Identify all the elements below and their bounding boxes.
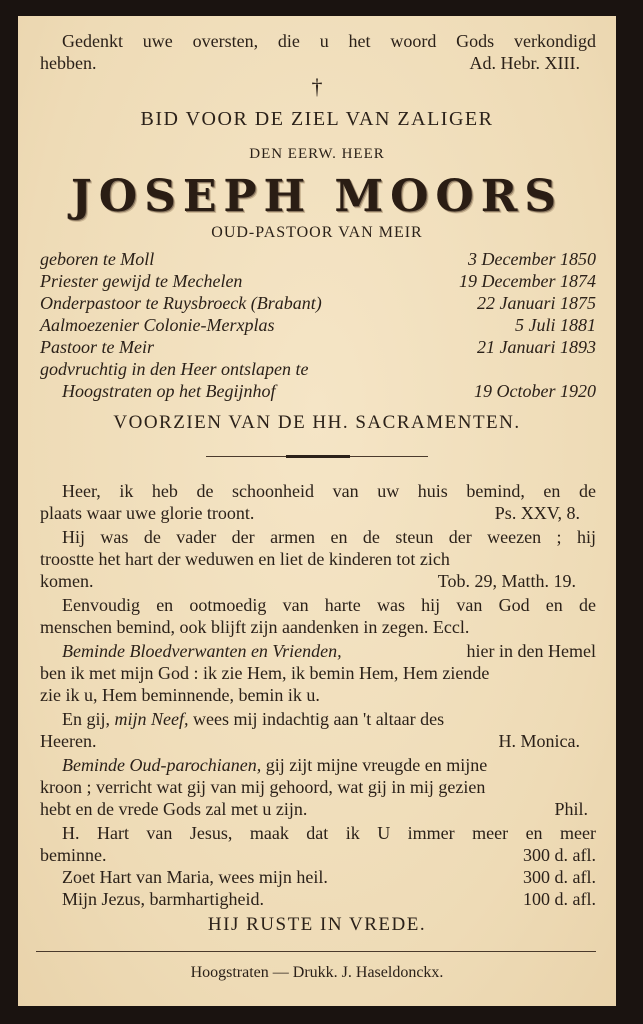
prayer-heading: BID VOOR DE ZIEL VAN ZALIGER xyxy=(140,108,494,130)
epigraph-line-1: Gedenkt uwe oversten, die u het woord Gods verkondigd xyxy=(62,31,596,51)
printer-credit: Hoogstraten — Drukk. J. Haseldonckx. xyxy=(190,964,444,981)
life-event-date: 21 Januari 1893 xyxy=(477,337,596,357)
verse-line: kroon ; verricht wat gij van mij gehoord, wat gij in mij gezien xyxy=(40,777,486,797)
verse-reference: Tob. 29, Matth. 19. xyxy=(437,571,576,591)
memorial-card xyxy=(18,16,616,1006)
life-event-label: Priester gewijd te Mechelen xyxy=(40,271,243,291)
ornamental-divider xyxy=(206,456,428,460)
verse-text-italic: mijn Neef, xyxy=(114,709,189,729)
verse-line: plaats waar uwe glorie troont. xyxy=(40,503,255,523)
epigraph-reference: Ad. Hebr. XIII. xyxy=(469,53,580,73)
title-honorific: DEN EERW. HEER xyxy=(249,146,385,162)
verse-line: Heer, ik heb de schoonheid van uw huis bemind, en de xyxy=(62,481,596,501)
verse-reference: Ps. XXV, 8. xyxy=(494,503,580,523)
verse-line: hebt en de vrede Gods zal met u zijn. xyxy=(40,799,308,819)
epigraph-line-2: hebben. xyxy=(40,53,97,73)
verse-line: ben ik met mijn God : ik zie Hem, ik bemin Hem, Hem ziende xyxy=(40,663,490,683)
verse-line xyxy=(62,708,444,730)
verse-reference: H. Monica. xyxy=(498,731,580,751)
life-event-date: 19 December 1874 xyxy=(459,271,596,291)
verse-line: Hij was de vader der armen en de steun der weezen ; hij xyxy=(62,527,596,547)
prayer-line: beminne. xyxy=(40,845,107,865)
indulgence-value: 300 d. afl. xyxy=(523,867,596,887)
life-event-label: Pastoor te Meir xyxy=(40,337,154,357)
life-event-label: Onderpastoor te Ruysbroeck (Brabant) xyxy=(40,293,322,313)
verse-line: komen. xyxy=(40,571,94,591)
verse-line: zie ik u, Hem beminnende, bemin ik u. xyxy=(40,685,320,705)
deceased-role: OUD-PASTOOR VAN MEIR xyxy=(211,224,423,241)
verse-line xyxy=(62,754,487,776)
sacraments-line: VOORZIEN VAN DE HH. SACRAMENTEN. xyxy=(113,412,521,433)
life-event-date: 3 December 1850 xyxy=(468,249,596,269)
verse-line-italic: Beminde Bloedverwanten en Vrienden, xyxy=(62,641,342,661)
life-event-date: 19 October 1920 xyxy=(474,381,596,401)
verse-line: Heeren. xyxy=(40,731,97,751)
indulgence-value: 100 d. afl. xyxy=(523,889,596,909)
verse-line: menschen bemind, ook blijft zijn aandenken in zegen. Eccl. xyxy=(40,617,470,637)
life-event-label: godvruchtig in den Heer ontslapen te xyxy=(40,359,309,379)
verse-line: hier in den Hemel xyxy=(466,641,596,661)
verse-text: En gij, xyxy=(62,709,115,729)
closing-line: HIJ RUSTE IN VREDE. xyxy=(207,914,427,935)
life-event-label: Aalmoezenier Colonie-Merxplas xyxy=(40,315,275,335)
life-event-label: geboren te Moll xyxy=(40,249,155,269)
verse-text-italic: Beminde Oud-parochianen, xyxy=(62,755,262,775)
verse-reference: Phil. xyxy=(554,799,588,819)
prayer-line: Mijn Jezus, barmhartigheid. xyxy=(62,889,264,909)
indulgence-value: 300 d. afl. xyxy=(523,845,596,865)
life-event-date: 5 Juli 1881 xyxy=(515,315,596,335)
prayer-line: H. Hart van Jesus, maak dat ik U immer meer en meer xyxy=(62,823,596,843)
verse-line: troostte het hart der weduwen en liet de kinderen tot zich xyxy=(40,549,450,569)
verse-text: wees mij indachtig aan 't altaar des xyxy=(188,709,445,729)
verse-line: Eenvoudig en ootmoedig van harte was hij van God en de xyxy=(62,595,596,615)
footer-divider xyxy=(36,951,596,952)
deceased-name: JOSEPH MOORS xyxy=(70,171,564,222)
life-event-label-cont: Hoogstraten op het Begijnhof xyxy=(62,381,276,401)
verse-text: gij zijt mijne vreugde en mijne xyxy=(261,755,488,775)
cross-icon: † xyxy=(311,74,323,99)
life-event-date: 22 Januari 1875 xyxy=(477,293,596,313)
prayer-line: Zoet Hart van Maria, wees mijn heil. xyxy=(62,867,328,887)
